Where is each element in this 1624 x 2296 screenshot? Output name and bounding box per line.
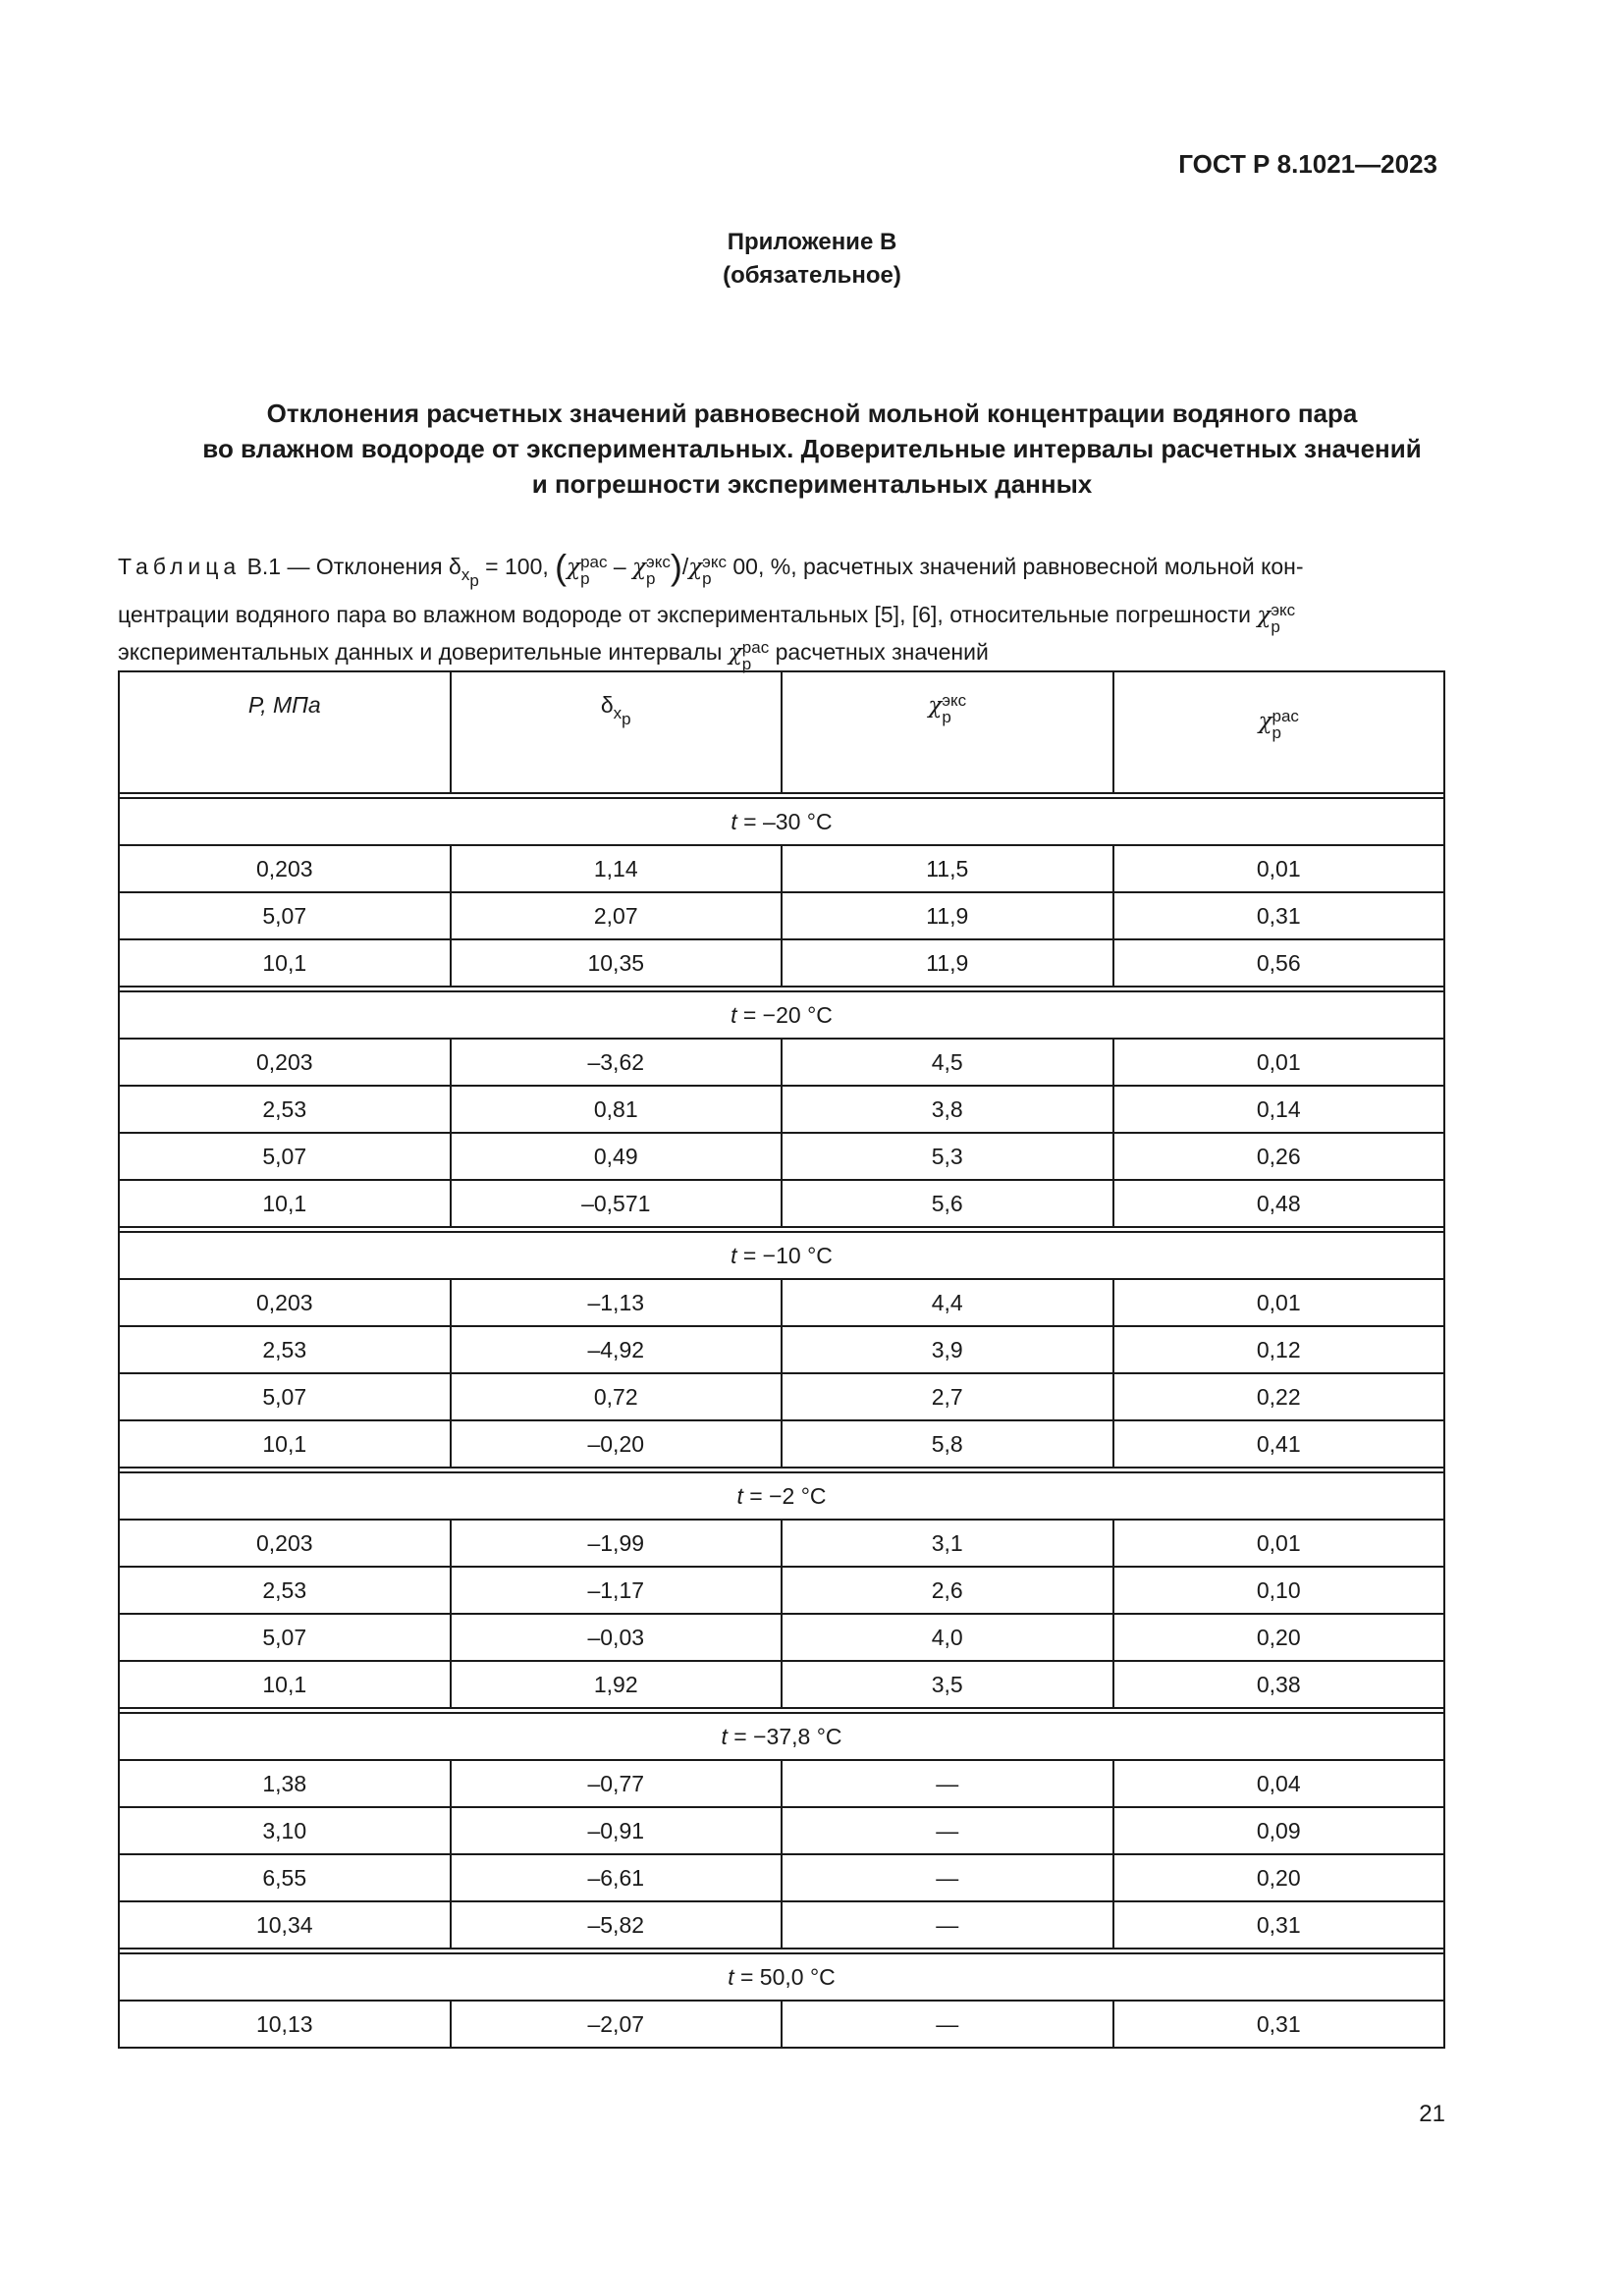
- title-line: и погрешности экспериментальных данных: [531, 469, 1093, 499]
- temperature-label: t = −20 °C: [119, 991, 1444, 1039]
- paren-open: (: [555, 547, 568, 587]
- table-row: [119, 1567, 1444, 1614]
- table-cell: —: [782, 1807, 1113, 1854]
- table-header-row: [119, 671, 1444, 793]
- temperature-label: t = 50,0 °C: [119, 1953, 1444, 2001]
- table-cell: 3,1: [782, 1520, 1113, 1567]
- table-cell: 2,6: [782, 1567, 1113, 1614]
- table-row: [119, 1420, 1444, 1468]
- title-line: во влажном водороде от экспериментальных. Доверительные интервалы расчетных значений: [202, 434, 1422, 463]
- table-cell: 3,8: [782, 1086, 1113, 1133]
- table-cell: 2,53: [119, 1567, 451, 1614]
- table-cell: 2,07: [451, 892, 783, 939]
- table-row: [119, 892, 1444, 939]
- table-cell: 10,1: [119, 1180, 451, 1227]
- table-row: [119, 845, 1444, 892]
- caption-dash: — Отклонения: [281, 554, 449, 579]
- table-cell: 0,12: [1113, 1326, 1445, 1373]
- table-cell: 0,56: [1113, 939, 1445, 987]
- table-row: [119, 1326, 1444, 1373]
- table-cell: –0,91: [451, 1807, 783, 1854]
- table-cell: 0,41: [1113, 1420, 1445, 1468]
- table-cell: 4,5: [782, 1039, 1113, 1086]
- table-cell: 0,38: [1113, 1661, 1445, 1708]
- table-row: [119, 1086, 1444, 1133]
- table-cell: 2,53: [119, 1086, 451, 1133]
- table-cell: 0,01: [1113, 845, 1445, 892]
- table-cell: 0,01: [1113, 1520, 1445, 1567]
- table-cell: 0,09: [1113, 1807, 1445, 1854]
- appendix-title: Приложение В: [727, 229, 897, 255]
- table-cell: –1,13: [451, 1279, 783, 1326]
- chi-symbol: χ: [728, 640, 742, 666]
- table-cell: 5,07: [119, 1614, 451, 1661]
- table-cell: 0,10: [1113, 1567, 1445, 1614]
- table-cell: 0,203: [119, 1279, 451, 1326]
- table-row: [119, 1901, 1444, 1949]
- document-title: [98, 396, 1526, 502]
- table-cell: 3,9: [782, 1326, 1113, 1373]
- table-cell: 10,34: [119, 1901, 451, 1949]
- table-row: [119, 1807, 1444, 1854]
- table-cell: 3,5: [782, 1661, 1113, 1708]
- table-row: [119, 1180, 1444, 1227]
- table-row: [119, 1279, 1444, 1326]
- caption-text: экспериментальных данных и доверительные интервалы: [118, 639, 729, 665]
- table-cell: 4,4: [782, 1279, 1113, 1326]
- table-cell: —: [782, 1901, 1113, 1949]
- chi-symbol: χ: [688, 555, 703, 580]
- caption-tail: расчетных значений: [769, 639, 989, 665]
- title-line: Отклонения расчетных значений равновесной мольной концентрации водяного пара: [266, 399, 1358, 428]
- temperature-label: t = −10 °C: [119, 1232, 1444, 1279]
- header-calc-interval: χ рас p: [1113, 671, 1445, 793]
- temperature-group-row: [119, 1472, 1444, 1520]
- chi-indices: рас p: [580, 553, 608, 588]
- appendix-status: (обязательное): [723, 262, 901, 289]
- table-cell: 0,20: [1113, 1854, 1445, 1901]
- temperature-group-row: [119, 1953, 1444, 2001]
- table-cell: 4,0: [782, 1614, 1113, 1661]
- table-cell: 10,13: [119, 2001, 451, 2048]
- table-cell: 1,92: [451, 1661, 783, 1708]
- table-cell: 5,07: [119, 1133, 451, 1180]
- table-cell: –4,92: [451, 1326, 783, 1373]
- table-row: [119, 1373, 1444, 1420]
- table-row: [119, 1039, 1444, 1086]
- table-cell: –3,62: [451, 1039, 783, 1086]
- table-row: [119, 1760, 1444, 1807]
- table-cell: 0,22: [1113, 1373, 1445, 1420]
- table-cell: —: [782, 2001, 1113, 2048]
- caption-number: В.1: [246, 554, 282, 579]
- table-cell: 0,31: [1113, 1901, 1445, 1949]
- chi-symbol: χ: [1257, 603, 1272, 628]
- delta-subscript: xp: [460, 565, 479, 590]
- table-body: [119, 793, 1444, 2048]
- table-cell: 0,49: [451, 1133, 783, 1180]
- table-cell: 2,53: [119, 1326, 451, 1373]
- header-deviation: $\delta_{xp}$: [451, 671, 783, 793]
- delta-symbol: δ: [449, 554, 461, 579]
- table-row: [119, 1133, 1444, 1180]
- table-row: [119, 1661, 1444, 1708]
- chi-indices: экс p: [646, 553, 671, 588]
- caption-line: [118, 635, 1445, 672]
- table-cell: 10,1: [119, 1420, 451, 1468]
- chi-symbol: χ: [567, 555, 581, 580]
- temperature-group-row: [119, 991, 1444, 1039]
- table-cell: 0,31: [1113, 2001, 1445, 2048]
- chi-indices: рас p: [741, 638, 770, 673]
- table-row: [119, 939, 1444, 987]
- header-exp-uncertainty: χ экс p: [782, 671, 1113, 793]
- table-cell: 0,203: [119, 845, 451, 892]
- appendix-heading: [0, 226, 1624, 293]
- table-cell: 11,5: [782, 845, 1113, 892]
- table-cell: —: [782, 1854, 1113, 1901]
- temperature-label: t = −37,8 °C: [119, 1713, 1444, 1760]
- temperature-label: t = −2 °C: [119, 1472, 1444, 1520]
- table-cell: 11,9: [782, 939, 1113, 987]
- table-cell: 10,1: [119, 939, 451, 987]
- chi-symbol: χ: [632, 555, 647, 580]
- table-cell: –1,17: [451, 1567, 783, 1614]
- table-row: [119, 1854, 1444, 1901]
- header-pressure: P, МПа: [119, 671, 451, 793]
- table-cell: 0,48: [1113, 1180, 1445, 1227]
- table-row: [119, 1614, 1444, 1661]
- table-caption: [118, 547, 1445, 673]
- table-cell: 1,38: [119, 1760, 451, 1807]
- table-cell: –6,61: [451, 1854, 783, 1901]
- table-cell: 10,1: [119, 1661, 451, 1708]
- table-cell: 3,10: [119, 1807, 451, 1854]
- data-table: [118, 670, 1445, 2049]
- temperature-group-row: [119, 1232, 1444, 1279]
- table-cell: 5,3: [782, 1133, 1113, 1180]
- page-number: 21: [1419, 2101, 1445, 2127]
- table-cell: 0,31: [1113, 892, 1445, 939]
- table-row: [119, 1520, 1444, 1567]
- table-cell: 0,26: [1113, 1133, 1445, 1180]
- table-cell: 5,6: [782, 1180, 1113, 1227]
- table-cell: 5,8: [782, 1420, 1113, 1468]
- table-cell: 0,01: [1113, 1039, 1445, 1086]
- table-cell: 0,203: [119, 1520, 451, 1567]
- table-cell: 0,81: [451, 1086, 783, 1133]
- table-row: [119, 2001, 1444, 2048]
- chi-indices: экс p: [702, 553, 727, 588]
- table-cell: 0,20: [1113, 1614, 1445, 1661]
- caption-line: [118, 598, 1445, 635]
- caption-text: центрации водяного пара во влажном водороде от экспериментальных [5], [6], относительные погрешности: [118, 602, 1258, 627]
- table-cell: 11,9: [782, 892, 1113, 939]
- formula-tail: 00, %, расчетных значений равновесной мольной кон-: [726, 554, 1304, 579]
- table-cell: 1,14: [451, 845, 783, 892]
- table-cell: —: [782, 1760, 1113, 1807]
- table-cell: –0,20: [451, 1420, 783, 1468]
- table-cell: 5,07: [119, 1373, 451, 1420]
- table-cell: 5,07: [119, 892, 451, 939]
- table-cell: 2,7: [782, 1373, 1113, 1420]
- table-cell: –5,82: [451, 1901, 783, 1949]
- standard-code: ГОСТ Р 8.1021—2023: [1178, 149, 1437, 179]
- table-cell: –0,571: [451, 1180, 783, 1227]
- table-cell: 0,14: [1113, 1086, 1445, 1133]
- table-cell: 10,35: [451, 939, 783, 987]
- table-cell: 0,72: [451, 1373, 783, 1420]
- temperature-label: t = –30 °C: [119, 798, 1444, 845]
- table-cell: 0,01: [1113, 1279, 1445, 1326]
- table-cell: –1,99: [451, 1520, 783, 1567]
- caption-label: Таблица: [118, 554, 242, 579]
- chi-indices: экс p: [1271, 601, 1296, 636]
- caption-line: Таблица В.1 — Отклонения $\delta_{xp} = 100$, (χ рас p – χ экс p )/χ экс p 00, %, расчетных значений равновесной мольной кон-: [118, 547, 1304, 590]
- paren-close: ): [670, 547, 682, 587]
- temperature-group-row: [119, 1713, 1444, 1760]
- table-cell: 6,55: [119, 1854, 451, 1901]
- table-cell: –2,07: [451, 2001, 783, 2048]
- temperature-group-row: [119, 798, 1444, 845]
- formula-eq: = 100,: [478, 554, 556, 579]
- table-cell: –0,03: [451, 1614, 783, 1661]
- table-cell: 0,04: [1113, 1760, 1445, 1807]
- table-cell: 0,203: [119, 1039, 451, 1086]
- table-cell: –0,77: [451, 1760, 783, 1807]
